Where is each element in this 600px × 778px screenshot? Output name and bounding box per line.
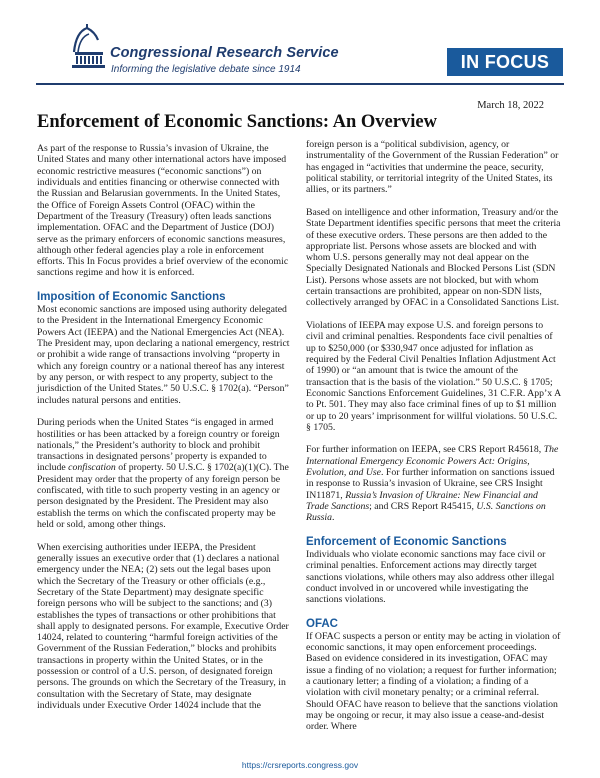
text-run: For further information on IEEPA, see CRS Report R45618, bbox=[306, 444, 544, 456]
paragraph-enforcement: Individuals who violate economic sanctions may face civil or criminal penalties. Enforcement actions may directly target sanctions violations, while others may also address other illegal conduct involved in or uncovered while investigating the sanctions violations. bbox=[306, 548, 555, 606]
publication-date: March 18, 2022 bbox=[477, 100, 544, 111]
page-title: Enforcement of Economic Sanctions: An Overview bbox=[37, 112, 437, 132]
header-divider bbox=[36, 83, 564, 85]
paragraph-authority: Most economic sanctions are imposed using authority delegated to the President in the International Emergency Economic Powers Act (IEEPA) and the National Emergencies Act (NEA). The President may, upon declaring a national emergency, restrict or prohibit a wide range of transactions involving “property in which any foreign country or a national thereof has any interest by any person, or with respect to any property, subject to the jurisdiction of the United States.” 50 U.S.C. § 1702(a). “Person” includes natural persons and entities. bbox=[37, 304, 290, 406]
text-run: of property. 50 U.S.C. § 1702(a)(1)(C). The President may order that the property of any foreign person be confiscated, with title to such property vesting in an agency or person designated by the President. The President may also establish the terms on which the confiscated property may be held or sold, among other things. bbox=[37, 462, 289, 530]
report-title: The International Emergency Economic Powers Act: Origins, Evolution, and Use bbox=[306, 444, 559, 479]
paragraph-continuation: foreign person is a “political subdivision, agency, or instrumentality of the Government of the Russian Federation” or has engaged in “activities that undermine the peace, security, political stability, or territorial integrity of the United States, its allies, or its partners.” bbox=[306, 139, 559, 196]
footer-url[interactable]: https://crsreports.congress.gov bbox=[241, 760, 359, 770]
text-run: . For further information on sanctions issued in response to Russia’s invasion of Ukraine, see CRS Insight IN11871, bbox=[306, 467, 555, 501]
italic-term: confiscation bbox=[68, 462, 116, 474]
paragraph-sdn-list: Based on intelligence and other information, Treasury and/or the State Department identifies specific persons that meet the criteria of these executive orders. These persons are then added to the appropriate list. Persons whose assets are blocked and with whom U.S. persons generally may not deal appear on the Specially Designated Nationals and Blocked Persons List (SDN List). Persons whose assets are not blocked, but with whom certain transactions are prohibited, appear on non-SDN lists, collectively arranged by OFAC in a Consolidated Sanctions List. bbox=[306, 206, 561, 309]
report-header bbox=[0, 0, 600, 92]
text-run: During periods when the United States “is engaged in armed hostilities or has been attacked by a foreign country or foreign nationals,” the President’s authority to block and prohibit transactions in designated persons’ property is expanded to include bbox=[37, 417, 280, 474]
paragraph-ofac: If OFAC suspects a person or entity may be acting in violation of economic sanctions, it may open enforcement proceedings. Based on evidence considered in its investigation, OFAC may issue a finding of no violation; a request for further information; a cautionary letter; a finding of a violation; a finding of a violation with civil monetary penalty; or a criminal referral. Should OFAC have reason to believe that the sanctions violation may be ongoing or recur, it may also issue a cease-and-desist order. Where bbox=[306, 630, 561, 733]
text-run: ; and CRS Report R45415, bbox=[369, 501, 477, 512]
org-tagline: Informing the legislative debate since 1914 bbox=[111, 64, 301, 75]
section-heading-imposition: Imposition of Economic Sanctions bbox=[37, 291, 226, 304]
paragraph-ieepa: When exercising authorities under IEEPA, the President generally issues an executive order that (1) declares a national emergency under the NEA; (2) sets out the legal bases upon which the Secretary of the Treasury or other officials (e.g., Secretary of the State Department) may designate specific foreign persons who will be subject to the sanctions; and (3) establishes the types of transactions or other prohibitions that shall apply to designated persons. For example, Executive Order 14024, related to countering “harmful foreign activities of the Government of the Russian Federation,” blocks and prohibits transactions in property within the United States, or in the possession or control of a U.S. person, of designated foreign persons. The grounds on which the Secretary of the Treasury, in consultation with the Secretary of State, may designate individuals under Executive Order 14024 include that the bbox=[37, 541, 289, 711]
org-name: Congressional Research Service bbox=[110, 45, 339, 61]
right-column bbox=[306, 139, 562, 744]
capitol-dome-logo-icon bbox=[68, 22, 106, 70]
report-title: Russia’s Invasion of Ukraine: New Financial and Trade Sanctions bbox=[306, 489, 538, 512]
text-run: . bbox=[332, 512, 335, 524]
paragraph-hostilities bbox=[37, 417, 291, 530]
in-focus-badge: IN FOCUS bbox=[447, 48, 563, 76]
intro-paragraph: As part of the response to Russia’s invasion of Ukraine, the United States and many other international actors have imposed economic restrictive measures (“economic sanctions”) on individuals and entities financing or otherwise connected with the Russian and Belarusian governments. In the United States, the Office of Foreign Assets Control (OFAC) within the Department of the Treasury (Treasury) often leads sanctions implementation. OFAC and the Department of Justice (DOJ) serve as the primary enforcers of economic sanctions measures, although other federal agencies play a role in enforcement efforts. This In Focus provides a brief overview of the economic sanctions regime and how it is enforced. bbox=[37, 143, 289, 279]
paragraph-further-info bbox=[306, 444, 562, 523]
report-title: U.S. Sanctions on Russia bbox=[306, 501, 546, 524]
left-column bbox=[37, 143, 291, 723]
paragraph-violations: Violations of IEEPA may expose U.S. and foreign persons to civil and criminal penalties. Respondents face civil penalties of up to $250,000 (or $330,947 once adjusted for inflation as required by the Federal Civil Penalties Inflation Adjustment Act of 1990) or “an amount that is twice the amount of the transaction that is the basis of the violation.” 50 U.S.C. § 1705; Economic Sanctions Enforcement Guidelines, 31 C.F.R. App’x A to Pt. 501. They may also face criminal fines of up to $1 million or up to 20 years’ imprisonment for willful violations. 50 U.S.C. § 1705. bbox=[306, 320, 561, 433]
section-heading-ofac: OFAC bbox=[306, 617, 338, 630]
section-heading-enforcement: Enforcement of Economic Sanctions bbox=[306, 535, 507, 548]
